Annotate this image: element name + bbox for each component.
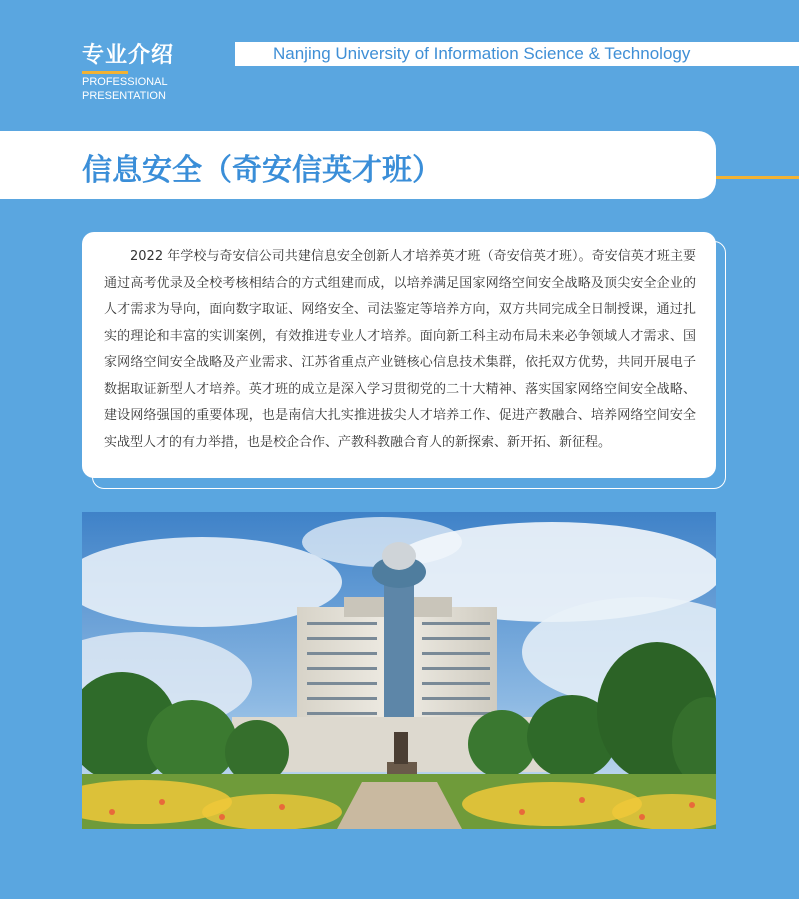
body-text: 2022 年学校与奇安信公司共建信息安全创新人才培养英才班（奇安信英才班）。奇安信英才班主要通过高考优录及全校考核相结合的方式组建而成，以培养满足国家网络空间安全战略及顶尖安全企业的人才需求为导向，面向数字取证、网络安全、司法鉴定等培养方向，双方共同完成全日制授课，通过扎实的理论和丰富的实训案例，有效推进专业人才培养。面向新工科主动布局未来必争领域人才需求、国家网络空间安全战略及产业需求、江苏省重点产业链核心信息技术集群，依托双方优势，共同开展电子数据取证新型人才培养。英才班的成立是深入学习贯彻党的二十大精神、落实国家网络空间安全战略、建设网络强国的重要体现，也是南信大扎实推进拔尖人才培养工作、促进产教融合、培养网络空间安全实战型人才的有力举措，也是校企合作、产教科教融合育人的新探索、新开拓、新征程。 xyxy=(104,249,696,450)
subtitle-line-2: PRESENTATION xyxy=(82,90,166,102)
subtitle-line-1: PROFESSIONAL xyxy=(82,76,168,88)
text-box xyxy=(82,232,716,478)
cloud xyxy=(302,517,462,567)
section-title: 专业介绍 xyxy=(82,42,175,68)
accent-line xyxy=(716,176,799,179)
section-title-underline xyxy=(82,71,128,74)
statue xyxy=(394,732,408,764)
section-subtitle xyxy=(82,75,168,103)
university-bar xyxy=(235,42,799,66)
page-title: 信息安全（奇安信英才班） xyxy=(82,153,442,188)
campus-photo xyxy=(82,512,716,829)
title-banner xyxy=(0,131,716,199)
university-name: Nanjing University of Information Science & Technology xyxy=(273,44,691,63)
